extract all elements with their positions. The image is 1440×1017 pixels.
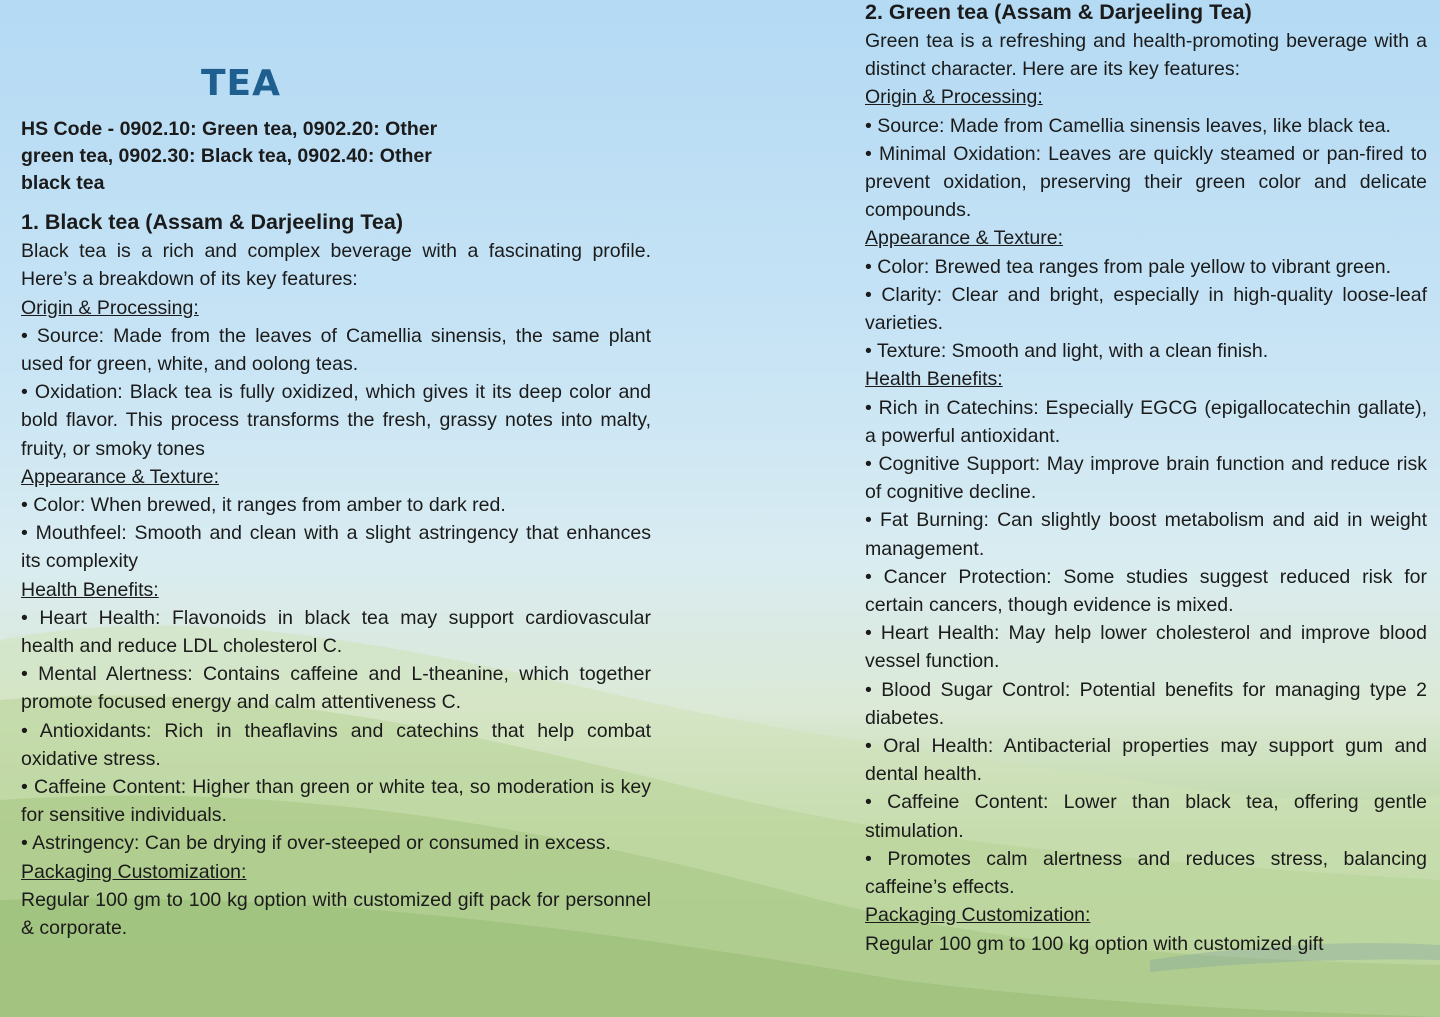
green-health-item: • Cancer Protection: Some studies suggest reduced risk for certain cancers, though evidence is mixed.	[865, 565, 1427, 617]
black-tea-column	[21, 0, 651, 942]
green-packaging-text: Regular 100 gm to 100 kg option with customized gift	[865, 932, 1324, 955]
green-health-item: • Oral Health: Antibacterial properties may support gum and dental health.	[865, 735, 1427, 786]
black-tea-heading: 1. Black tea (Assam & Darjeeling Tea)	[21, 210, 403, 235]
green-tea-column	[865, 0, 1427, 958]
green-origin-heading: Origin & Processing:	[865, 86, 1043, 109]
black-origin-item: • Source: Made from the leaves of Camellia sinensis, the same plant used for green, white, and oolong teas.	[21, 324, 651, 376]
black-packaging-text: Regular 100 gm to 100 kg option with customized gift pack for personnel & corporate.	[21, 888, 651, 940]
green-health-item: • Heart Health: May help lower cholesterol and improve blood vessel function.	[865, 622, 1427, 673]
green-health-heading: Health Benefits:	[865, 368, 1003, 391]
black-health-item: • Mental Alertness: Contains caffeine and L-theanine, which together promote focused energy and calm attentiveness C.	[21, 663, 651, 714]
green-appearance-item: • Texture: Smooth and light, with a clean finish.	[865, 340, 1269, 363]
green-tea-heading: 2. Green tea (Assam & Darjeeling Tea)	[865, 0, 1252, 24]
green-packaging-heading: Packaging Customization:	[865, 904, 1091, 927]
black-appearance-item: • Mouthfeel: Smooth and clean with a slight astringency that enhances its complexity	[21, 522, 651, 573]
black-packaging-heading: Packaging Customization:	[21, 860, 247, 883]
green-health-item: • Cognitive Support: May improve brain function and reduce risk of cognitive decline.	[865, 453, 1427, 504]
black-origin-item: • Oxidation: Black tea is fully oxidized, which gives it its deep color and bold flavor. This process transforms the fresh, grassy notes into malty, fruity, or smoky tones	[21, 381, 651, 460]
black-appearance-heading: Appearance & Texture:	[21, 465, 220, 488]
green-health-item: • Promotes calm alertness and reduces stress, balancing caffeine’s effects.	[865, 847, 1427, 899]
black-health-item: • Caffeine Content: Higher than green or white tea, so moderation is key for sensitive individuals.	[21, 776, 651, 827]
green-origin-item: • Source: Made from Camellia sinensis leaves, like black tea.	[865, 114, 1391, 137]
black-health-item: • Antioxidants: Rich in theaflavins and catechins that help combat oxidative stress.	[21, 719, 651, 770]
black-tea-intro: Black tea is a rich and complex beverage with a fascinating profile. Here’s a breakdown of its key features:	[21, 240, 651, 291]
green-health-item: • Fat Burning: Can slightly boost metabolism and aid in weight management.	[865, 509, 1427, 560]
black-health-item: • Heart Health: Flavonoids in black tea may support cardiovascular health and reduce LDL cholesterol C.	[21, 606, 651, 658]
green-tea-intro: Green tea is a refreshing and health-promoting beverage with a distinct character. Here are its key features:	[865, 30, 1427, 81]
green-origin-item: • Minimal Oxidation: Leaves are quickly steamed or pan-fired to prevent oxidation, preserving their green color and delicate compounds.	[865, 142, 1427, 222]
green-health-item: • Blood Sugar Control: Potential benefits for managing type 2 diabetes.	[865, 678, 1427, 729]
green-appearance-item: • Color: Brewed tea ranges from pale yellow to vibrant green.	[865, 255, 1392, 278]
page-title: TEA	[201, 63, 282, 104]
green-appearance-item: • Clarity: Clear and bright, especially in high-quality loose-leaf varieties.	[865, 283, 1427, 335]
green-health-item: • Rich in Catechins: Especially EGCG (epigallocatechin gallate), a powerful antioxidant.	[865, 396, 1427, 447]
black-origin-heading: Origin & Processing:	[21, 296, 199, 319]
black-health-heading: Health Benefits:	[21, 578, 159, 601]
black-health-item: • Astringency: Can be drying if over-steeped or consumed in excess.	[21, 832, 611, 855]
green-appearance-heading: Appearance & Texture:	[865, 227, 1064, 250]
hs-code: HS Code - 0902.10: Green tea, 0902.20: Other green tea, 0902.30: Black tea, 0902.40: Other black tea	[21, 118, 438, 195]
green-health-item: • Caffeine Content: Lower than black tea, offering gentle stimulation.	[865, 791, 1427, 842]
black-appearance-item: • Color: When brewed, it ranges from amber to dark red.	[21, 494, 506, 517]
